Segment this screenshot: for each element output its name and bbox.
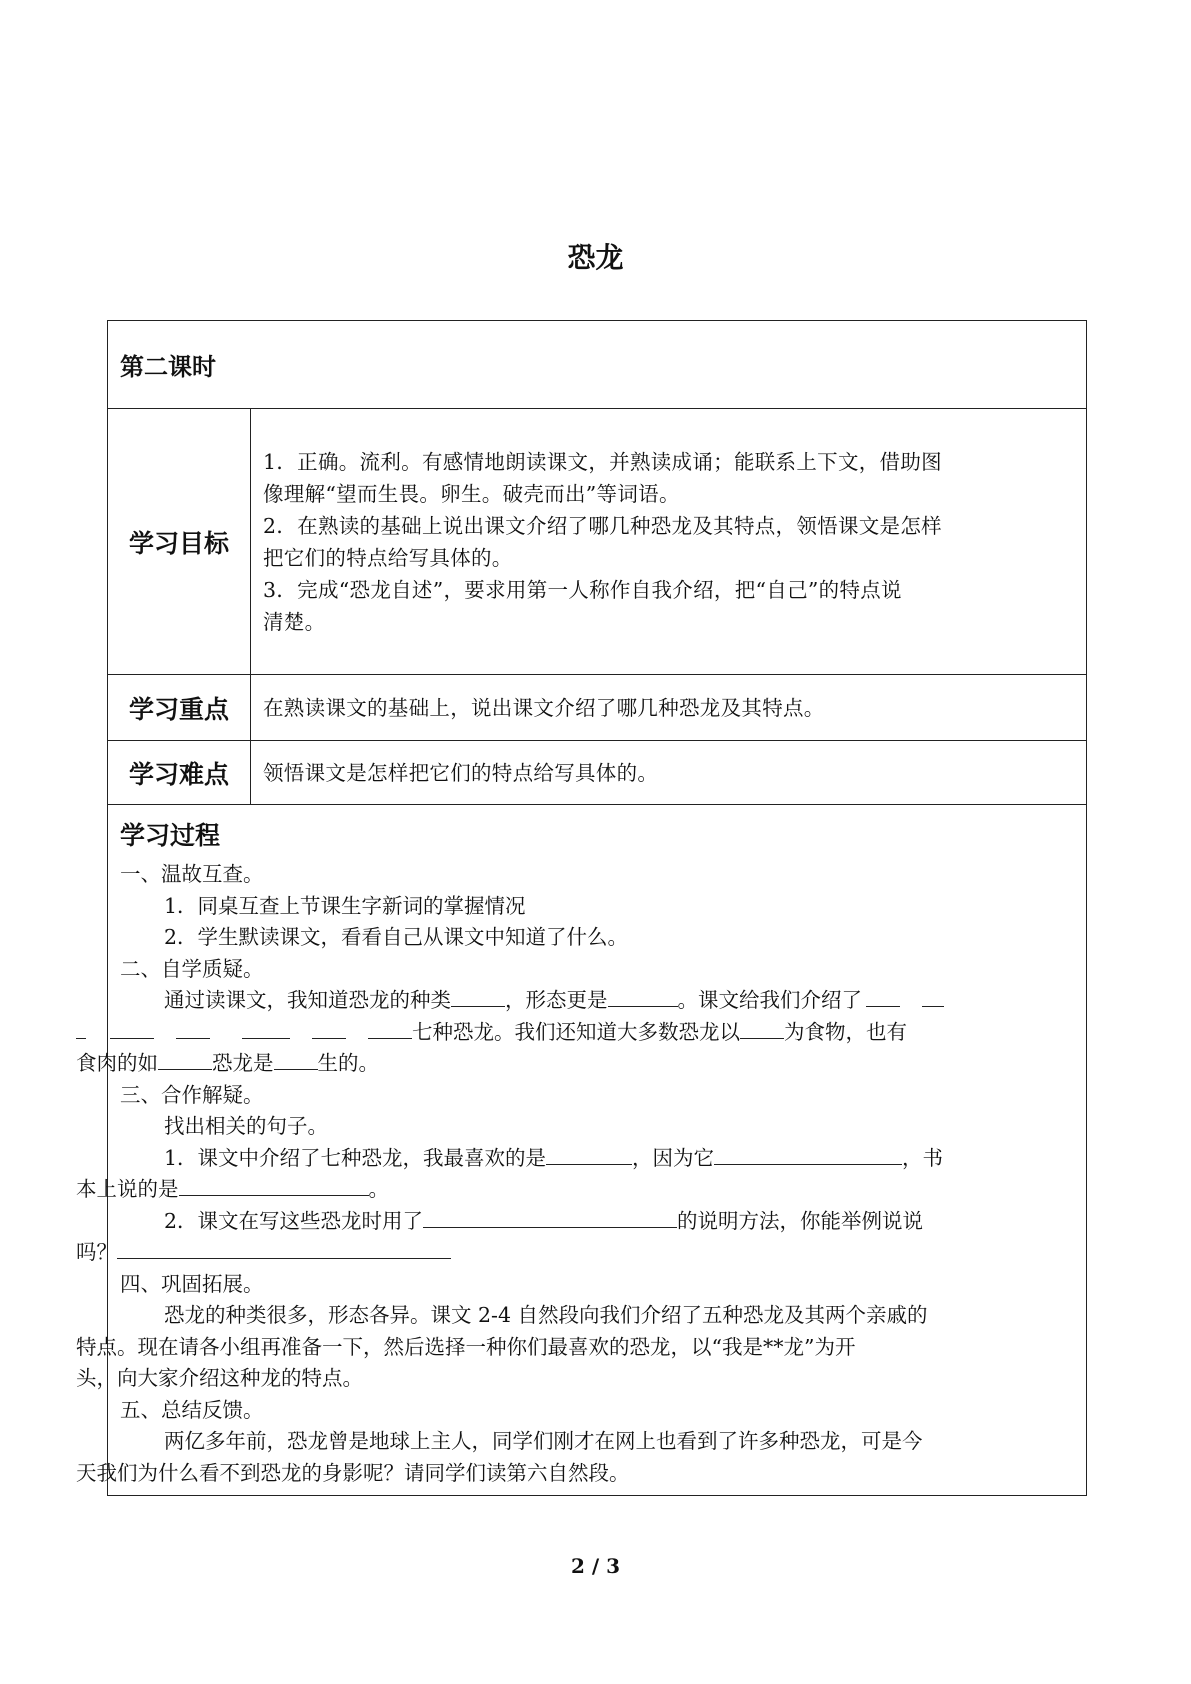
key-point-text: 在熟读课文的基础上，说出课文介绍了哪几种恐龙及其特点。: [251, 675, 1087, 741]
objectives-label: 学习目标: [108, 409, 251, 675]
list-item: 1．同桌互查上节课生字新词的掌握情况: [164, 893, 526, 918]
lesson-plan-table: [76, 320, 1087, 1496]
answer-blank[interactable]: [714, 1144, 902, 1165]
answer-blank[interactable]: [76, 1018, 86, 1039]
lesson-period: 第二课时: [108, 321, 1087, 409]
objectives-content: [251, 409, 1087, 675]
difficult-point-text: 领悟课文是怎样把它们的特点给写具体的。: [251, 741, 1087, 805]
section-heading: 三、合作解疑。: [120, 1082, 264, 1107]
paragraph: 恐龙的种类很多，形态各异。课文 2-4 自然段向我们介绍了五种恐龙及其两个亲戚的 特点。现在请各小组再准备一下，然后选择一种你们最喜欢的恐龙，以“我是**龙”为开 头，向大家介绍这种龙的特点。: [76, 1303, 928, 1390]
fill-in-paragraph: 通过读课文，我知道恐龙的种类 ，形态更是 。课文给我们介绍了 七种恐龙。我们还知道大多数恐龙以 为食物，也有 食肉的如 恐龙是 生的。: [120, 985, 1074, 1080]
process-title: 学习过程: [120, 821, 221, 850]
question-1: 1．课文中介绍了七种恐龙，我最喜欢的是 ，因为它 ，书 本上说的是 。: [76, 1145, 944, 1201]
question-2: 2．课文在写这些恐龙时用了 的说明方法，你能举例说说 吗？: [76, 1208, 924, 1264]
section-heading: 二、自学质疑。: [120, 956, 264, 981]
answer-blank[interactable]: [158, 1049, 212, 1070]
section-heading: 五、总结反馈。: [120, 1397, 264, 1422]
answer-blank[interactable]: [274, 1049, 318, 1070]
answer-blank[interactable]: [179, 1175, 369, 1196]
objective-line: 像理解“望而生畏。卵生。破壳而出”等词语。: [263, 481, 680, 506]
objective-line: 清楚。: [263, 609, 326, 634]
answer-blank[interactable]: [242, 1018, 290, 1039]
objective-line: 2．在熟读的基础上说出课文介绍了哪几种恐龙及其特点，领悟课文是怎样: [263, 513, 942, 538]
answer-blank[interactable]: [117, 1238, 451, 1259]
process-row: [108, 805, 1087, 1496]
difficult-point-label: 学习难点: [108, 741, 251, 805]
objective-line: 把它们的特点给写具体的。: [263, 545, 513, 570]
list-item: 2．学生默读课文，看看自己从课文中知道了什么。: [164, 925, 629, 949]
answer-blank[interactable]: [451, 986, 505, 1007]
process-section: [76, 805, 1087, 1496]
page-number: 2 / 3: [570, 1554, 621, 1578]
answer-blank[interactable]: [176, 1018, 210, 1039]
document-title: 恐龙: [567, 241, 624, 274]
answer-blank[interactable]: [546, 1144, 632, 1165]
answer-blank[interactable]: [423, 1207, 677, 1228]
key-point-row: [108, 675, 1087, 741]
objectives-row: [108, 409, 1087, 675]
period-row: [108, 321, 1087, 409]
paragraph: 两亿多年前，恐龙曾是地球上主人，同学们刚才在网上也看到了许多种恐龙，可是今 天我们为什么看不到恐龙的身影呢？请同学们读第六自然段。: [76, 1429, 923, 1485]
answer-blank[interactable]: [608, 986, 678, 1007]
answer-blank[interactable]: [368, 1018, 412, 1039]
answer-blank[interactable]: [740, 1018, 784, 1039]
key-point-label: 学习重点: [108, 675, 251, 741]
difficult-point-row: [108, 741, 1087, 805]
objective-line: 3．完成“恐龙自述”，要求用第一人称作自我介绍，把“自己”的特点说: [263, 577, 902, 602]
section-heading: 四、巩固拓展。: [120, 1271, 264, 1296]
section-heading: 一、温故互查。: [120, 862, 264, 886]
answer-blank[interactable]: [922, 986, 944, 1007]
section-intro: 找出相关的句子。: [164, 1114, 328, 1138]
answer-blank[interactable]: [110, 1018, 154, 1039]
answer-blank[interactable]: [312, 1018, 346, 1039]
answer-blank[interactable]: [866, 986, 900, 1007]
objective-line: 1．正确。流利。有感情地朗读课文，并熟读成诵；能联系上下文，借助图: [263, 449, 942, 474]
